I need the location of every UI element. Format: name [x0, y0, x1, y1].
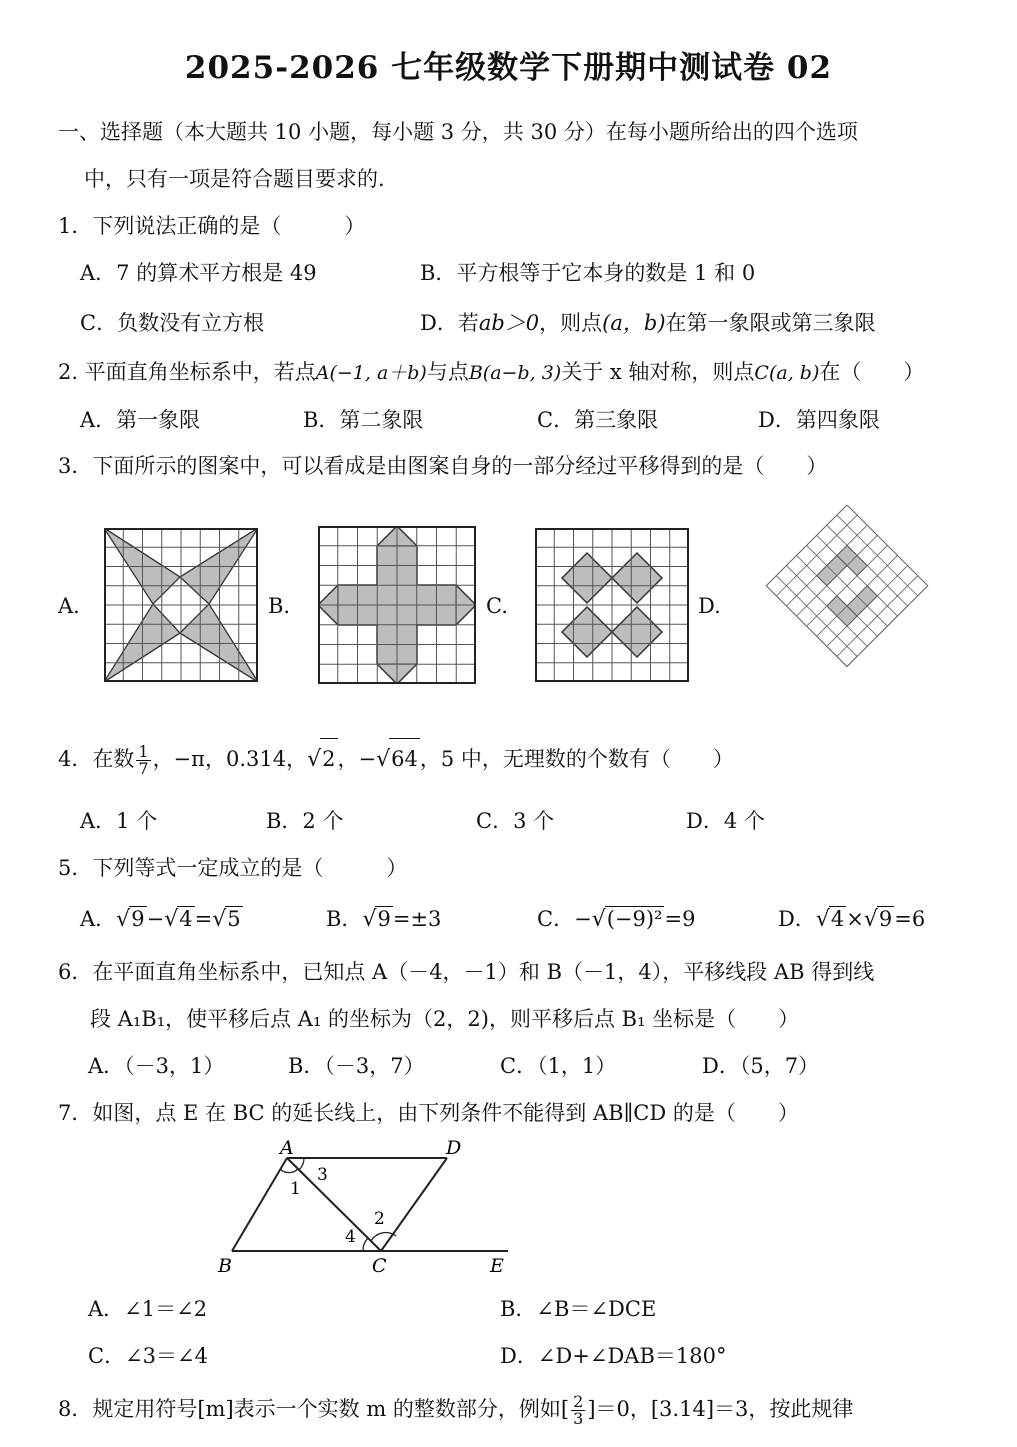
q2-option-d: D．第四象限 — [758, 408, 880, 432]
q6-option-b: B．（－3，7） — [288, 1054, 425, 1078]
q3-figure-c — [535, 528, 689, 682]
q1-d-math: ab＞0 — [478, 311, 540, 335]
q5-c-label: C． — [537, 907, 575, 931]
q7-label-b: B — [218, 1255, 232, 1277]
q3-label-a: A. — [58, 594, 80, 618]
section-heading: 一、选择题（本大题共 10 小题，每小题 3 分，共 30 分）在每小题所给出的四个选项 — [58, 120, 858, 144]
q7-label-d: D — [446, 1137, 462, 1159]
q2-point-b: B(a−b, 3) — [468, 362, 562, 384]
q7-label-e: E — [490, 1255, 504, 1277]
q5-a-radicand-2: 4 — [179, 907, 193, 931]
q4-fraction — [136, 744, 150, 777]
q5-b-label: B． — [326, 907, 363, 931]
q7-angle-2: 2 — [374, 1209, 385, 1229]
q4-option-d: D．4 个 — [686, 809, 765, 833]
q5-c-rest: =9 — [664, 907, 696, 931]
q5-option-c — [537, 903, 695, 933]
q2-text-4: 在（ ） — [819, 360, 925, 384]
q4-text-4: ，5 中，无理数的个数有（ ） — [419, 747, 734, 771]
q2-text-3: 关于 x 轴对称，则点 — [561, 360, 755, 384]
q2-option-a: A．第一象限 — [80, 408, 201, 432]
q7-figure — [210, 1130, 530, 1280]
q2-point-a: A(−1, a＋b) — [315, 362, 427, 384]
q6-stem: 6．在平面直角坐标系中，已知点 A（－4，－1）和 B（－1，4），平移线段 AB 得到线 — [58, 960, 875, 984]
q4-text-1: 4．在数 — [58, 747, 135, 771]
q4-radicand-2: 64 — [389, 738, 420, 779]
q8-frac-num: 2 — [573, 1392, 584, 1411]
q8-stem — [58, 1389, 853, 1429]
q5-b-radicand: 9 — [377, 907, 391, 931]
q4-text-3: ，− — [337, 747, 377, 771]
sqrt-icon: √ — [863, 907, 878, 932]
q1-option-b: B．平方根等于它本身的数是 1 和 0 — [420, 261, 756, 285]
q7-angle-3: 3 — [317, 1165, 328, 1185]
q8-text-1: 8．规定用符号[m]表示一个实数 m 的整数部分，例如[ — [58, 1397, 570, 1421]
q1-d-prefix: D．若 — [420, 311, 479, 335]
q6-option-a: A．（－3，1） — [88, 1054, 225, 1078]
q5-d-radicand-2: 9 — [878, 907, 893, 931]
q7-option-d: D．∠D+∠DAB＝180° — [500, 1344, 727, 1368]
q1-option-a: A．7 的算术平方根是 49 — [80, 261, 317, 285]
q4-frac-num: 1 — [138, 742, 149, 761]
q5-stem: 5．下列等式一定成立的是（ ） — [58, 856, 408, 880]
q3-figure-b — [318, 526, 476, 684]
q2-text-1: 2. 平面直角坐标系中，若点 — [58, 360, 316, 384]
q7-option-b: B．∠B＝∠DCE — [500, 1297, 657, 1321]
q5-c-op-1: − — [574, 907, 592, 931]
q5-d-op-1: × — [846, 907, 864, 931]
q7-label-c: C — [372, 1255, 387, 1277]
q2-option-c: C．第三象限 — [537, 408, 659, 432]
q4-option-a: A．1 个 — [80, 809, 158, 833]
q3-stem: 3．下面所示的图案中，可以看成是由图案自身的一部分经过平移得到的是（ ） — [58, 454, 828, 478]
q6-option-d: D．（5，7） — [702, 1054, 820, 1078]
figure-c-grid — [535, 528, 689, 682]
sqrt-icon: √ — [376, 747, 391, 772]
q5-option-d — [778, 903, 925, 933]
page-title: 2025-2026 七年级数学下册期中测试卷 02 — [184, 50, 833, 86]
q5-option-b — [326, 903, 441, 933]
q5-a-radicand-1: 9 — [131, 907, 145, 931]
sqrt-icon: √ — [307, 747, 322, 772]
section-heading-cont: 中，只有一项是符合题目要求的. — [84, 167, 385, 191]
q3-label-c: C. — [486, 594, 508, 618]
sqrt-icon: √ — [116, 907, 131, 932]
q7-angle-4: 4 — [345, 1227, 356, 1247]
sqrt-icon: √ — [815, 907, 830, 932]
q6-stem-cont: 段 A₁B₁，使平移后点 A₁ 的坐标为（2，2)，则平移后点 B₁ 坐标是（ ） — [90, 1007, 800, 1031]
q7-option-c: C．∠3＝∠4 — [88, 1344, 208, 1368]
q4-stem — [58, 738, 734, 780]
q4-radicand-1: 2 — [320, 738, 337, 779]
q1-d-suffix: 在第一象限或第三象限 — [665, 311, 876, 335]
q5-a-op-1: − — [146, 907, 165, 931]
q7-angle-1: 1 — [290, 1179, 301, 1199]
q3-label-b: B. — [268, 594, 291, 618]
q5-option-a — [80, 903, 243, 933]
q7-stem: 7．如图，点 E 在 BC 的延长线上，由下列条件不能得到 AB∥CD 的是（ ） — [58, 1101, 799, 1125]
q5-a-op-2: = — [194, 907, 213, 931]
q5-c-radicand: (−9)² — [606, 907, 663, 931]
q7-angle-arcs — [280, 1158, 396, 1251]
sqrt-icon: √ — [362, 907, 377, 932]
q8-frac-den: 3 — [573, 1409, 584, 1428]
q7-option-a: A．∠1＝∠2 — [88, 1297, 208, 1321]
sqrt-icon: √ — [591, 907, 606, 932]
q4-text-2: ，−π，0.314， — [152, 747, 308, 771]
q1-option-c: C．负数没有立方根 — [80, 311, 265, 335]
q8-fraction — [571, 1394, 585, 1427]
q7-lines — [232, 1158, 508, 1251]
q2-stem — [58, 356, 924, 386]
q1-option-d — [420, 307, 876, 337]
figure-b-grid — [318, 526, 476, 684]
q4-option-c: C．3 个 — [476, 809, 555, 833]
q2-text-2: 与点 — [426, 360, 469, 384]
q5-b-rest: =±3 — [392, 907, 442, 931]
q1-d-mid: ，则点 — [539, 311, 603, 335]
q3-figure-a — [104, 528, 258, 682]
q7-label-a: A — [280, 1137, 294, 1159]
q4-option-b: B．2 个 — [266, 809, 344, 833]
q8-text-2: ]＝0，[3.14]＝3，按此规律 — [587, 1397, 854, 1421]
figure-d-grid — [766, 505, 928, 667]
q5-a-label: A． — [80, 907, 117, 931]
q2-point-c: C(a, b) — [754, 362, 820, 384]
q1-d-point: (a，b) — [602, 311, 666, 335]
q3-label-d: D. — [698, 594, 721, 618]
sqrt-icon: √ — [164, 907, 179, 932]
q5-a-radicand-3: 5 — [227, 907, 241, 931]
q2-option-b: B．第二象限 — [303, 408, 424, 432]
sqrt-icon: √ — [212, 907, 227, 932]
q4-frac-den: 7 — [138, 759, 149, 778]
q5-d-rest: =6 — [894, 907, 926, 931]
q5-d-label: D． — [778, 907, 816, 931]
q5-d-radicand-1: 4 — [830, 907, 845, 931]
q6-option-c: C．（1，1） — [500, 1054, 617, 1078]
q1-stem: 1．下列说法正确的是（ ） — [58, 214, 366, 238]
q3-figure-d — [746, 505, 948, 707]
